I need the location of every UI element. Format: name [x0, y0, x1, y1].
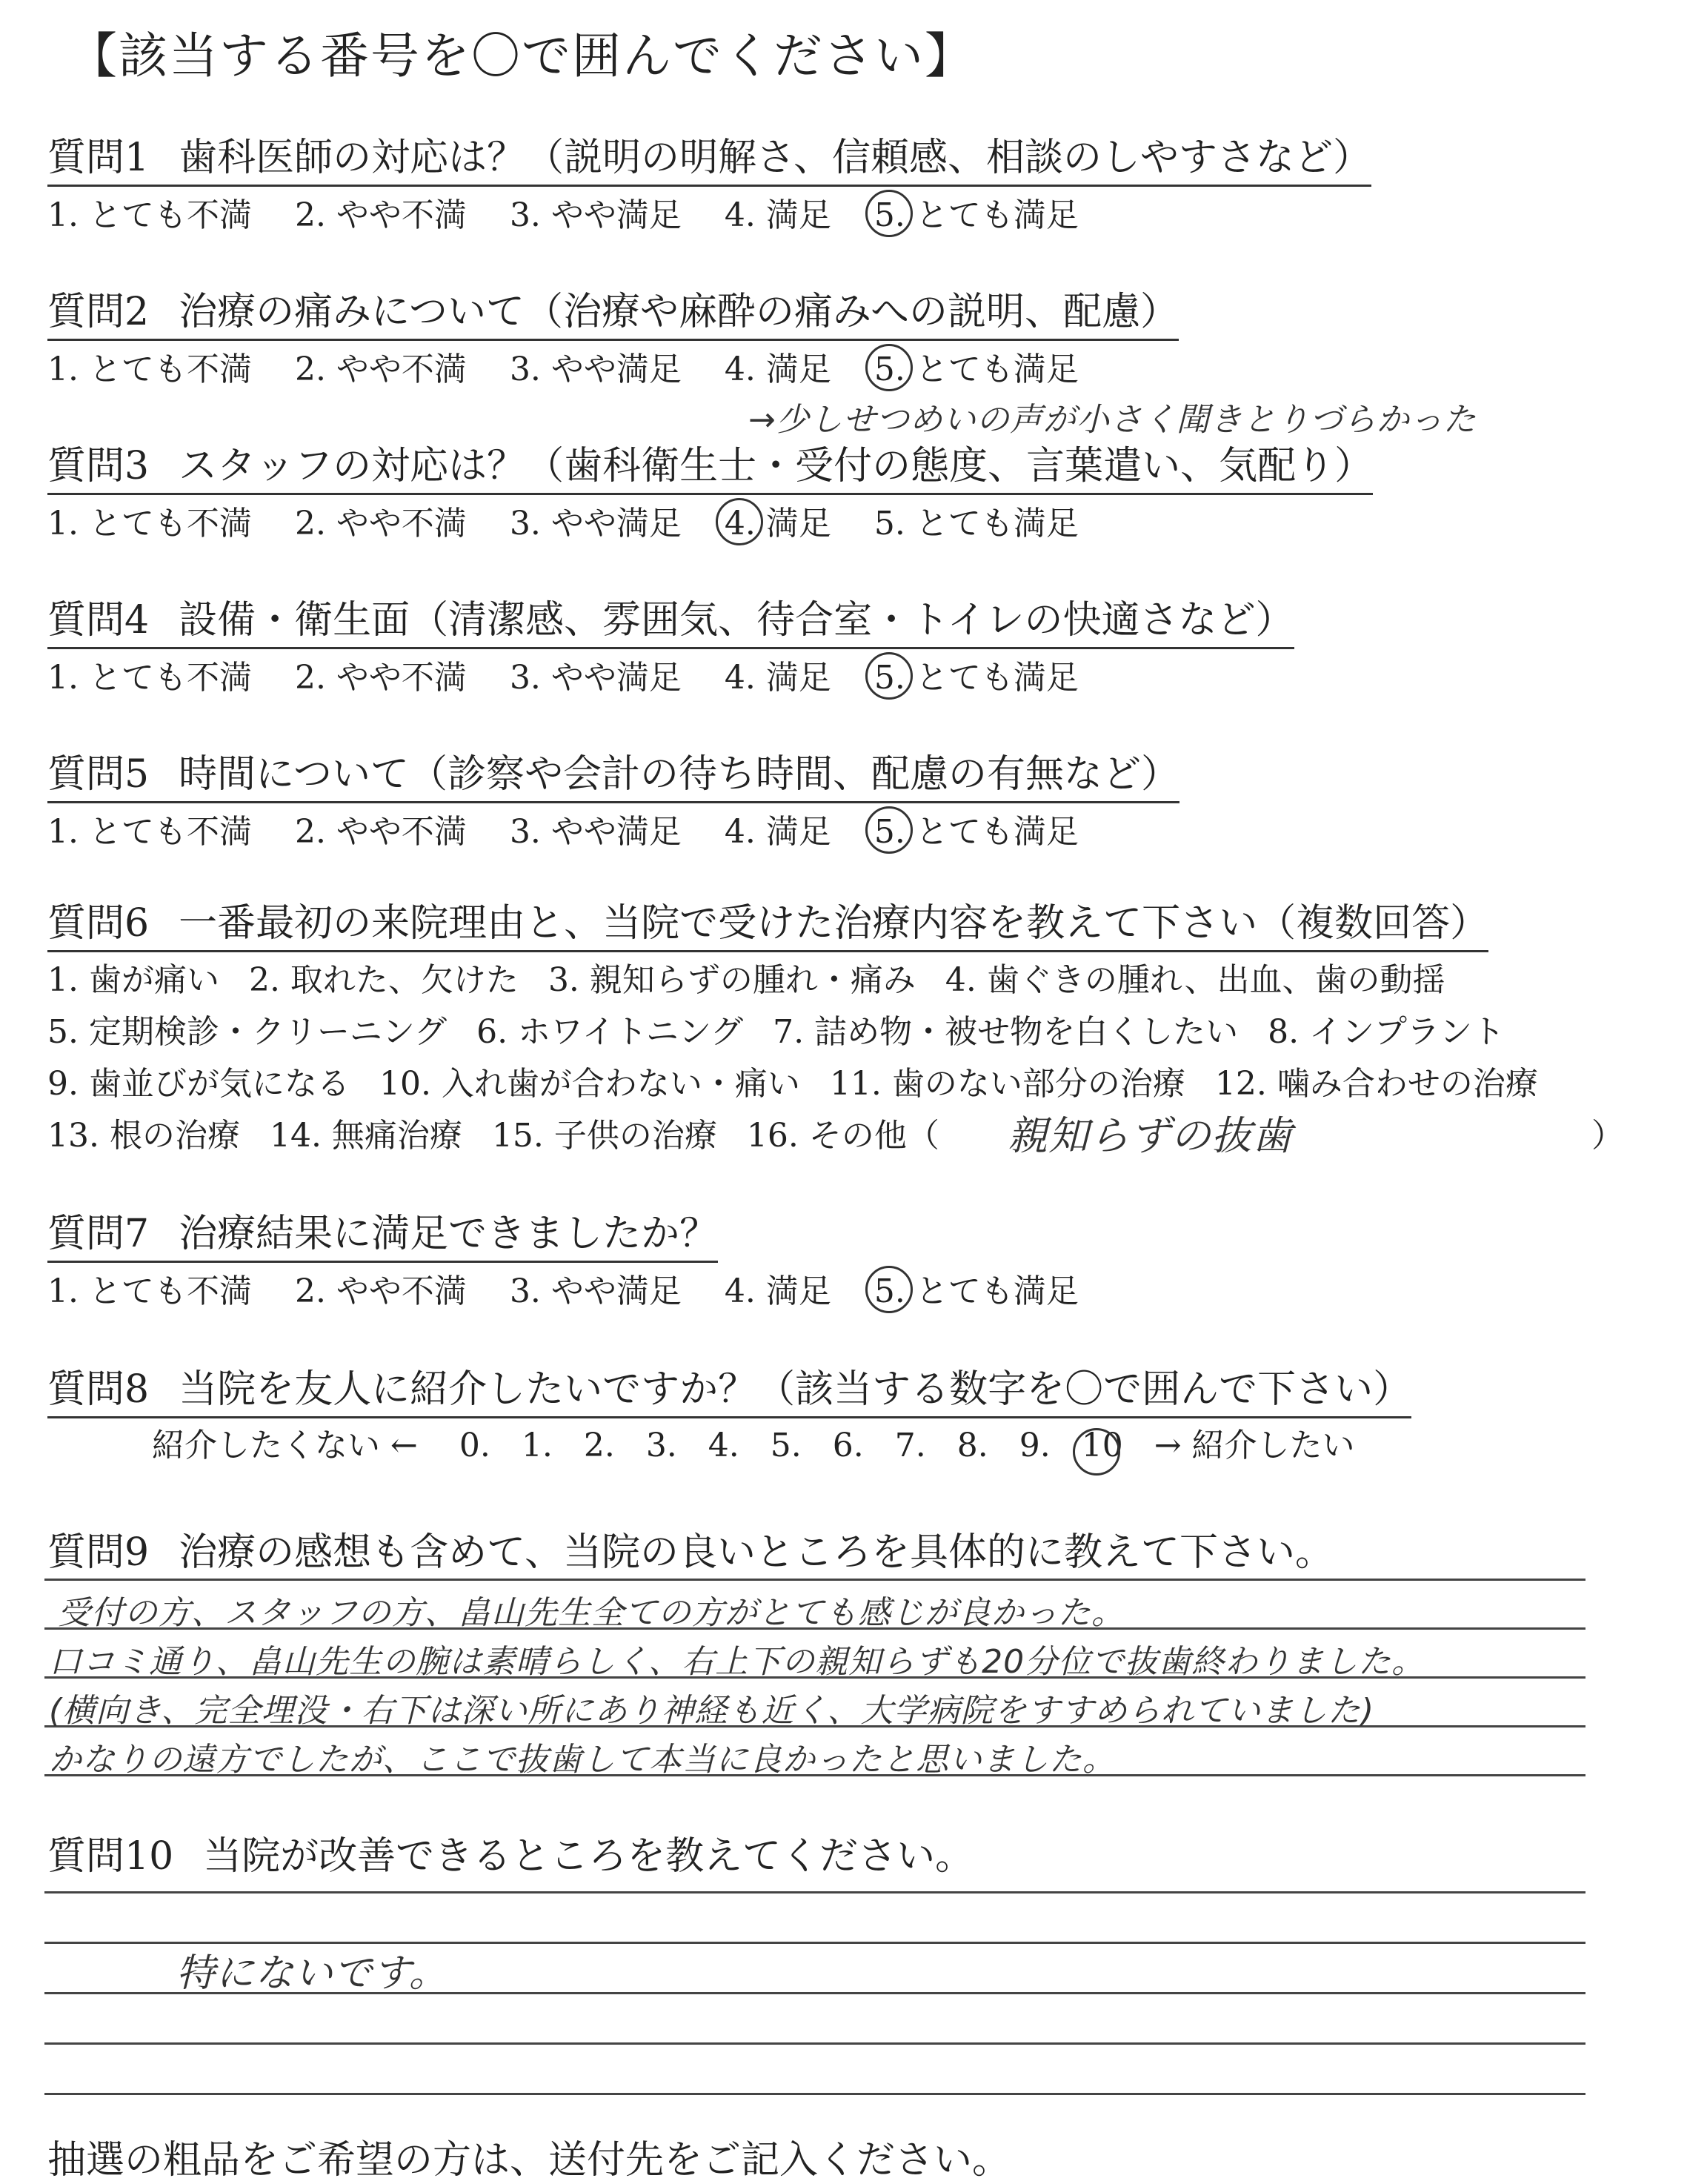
- question-1-text: 歯科医師の対応は？（説明の明解さ、信頼感、相談のしやすさなど）: [179, 136, 1372, 180]
- q9-line: [44, 1579, 1585, 1581]
- q8-scale-value[interactable]: 4.: [708, 1427, 739, 1464]
- question-2-heading: [47, 280, 1179, 341]
- q8-scale-value[interactable]: 5.: [770, 1427, 802, 1464]
- question-10-text: 当院が改善できるところを教えてください。: [203, 1834, 974, 1879]
- question-4-text: 設備・衛生面（清潔感、雰囲気、待合室・トイレの快適さなど）: [179, 598, 1294, 643]
- question-2-options: [47, 342, 1122, 390]
- question-8-text: 当院を友人に紹介したいですか？（該当する数字を〇で囲んで下さい）: [179, 1367, 1412, 1412]
- rating-option[interactable]: 2. やや不満: [294, 813, 467, 851]
- rating-option[interactable]: 2. やや不満: [294, 659, 467, 697]
- q6-option[interactable]: 16. その他（: [746, 1117, 939, 1155]
- q10-line: [44, 2093, 1585, 2095]
- q6-option[interactable]: 1. 歯が痛い: [47, 961, 219, 999]
- q6-option[interactable]: 11. 歯のない部分の治療: [829, 1065, 1185, 1103]
- q6-option[interactable]: 3. 親知らずの腫れ・痛み: [548, 961, 916, 999]
- question-6-number: 質問6: [47, 901, 150, 946]
- rating-option[interactable]: 2. やや不満: [294, 351, 467, 388]
- rating-option[interactable]: 1. とても不満: [47, 659, 252, 697]
- q6-row-1: [47, 953, 1475, 1000]
- rating-option[interactable]: 3. やや満足: [509, 813, 682, 851]
- question-3-heading: [47, 434, 1373, 495]
- rating-option[interactable]: 4. 満足: [725, 497, 831, 544]
- q6-option[interactable]: 2. 取れた、欠けた: [248, 961, 519, 999]
- q8-scale-value[interactable]: 7.: [894, 1427, 926, 1464]
- q8-left-label: 紹介したくない ←: [152, 1427, 418, 1464]
- rating-option[interactable]: 5. とても満足: [874, 805, 1079, 852]
- q6-option[interactable]: 5. 定期検診・クリーニング: [47, 1013, 447, 1051]
- rating-option[interactable]: 4. 満足: [724, 196, 831, 234]
- rating-option[interactable]: 5. とても満足: [874, 651, 1079, 698]
- question-3-text: スタッフの対応は？（歯科衛生士・受付の態度、言葉遣い、気配り）: [179, 444, 1374, 488]
- footer-note: 抽選の粗品をご希望の方は、送付先をご記入ください。: [47, 2138, 1011, 2183]
- rating-option[interactable]: 1. とても不満: [47, 1272, 252, 1310]
- q6-option[interactable]: 9. 歯並びが気になる: [47, 1065, 350, 1103]
- question-7-number: 質問7: [47, 1212, 150, 1256]
- question-7-options: [47, 1264, 1122, 1312]
- question-8-heading: [47, 1358, 1411, 1418]
- question-2-text: 治療の痛みについて（治療や麻酔の痛みへの説明、配慮）: [179, 290, 1179, 334]
- question-10-number: 質問10: [47, 1834, 174, 1879]
- q6-option[interactable]: 10. 入れ歯が合わない・痛い: [379, 1065, 800, 1103]
- question-4-heading: [47, 588, 1294, 649]
- q6-option[interactable]: 4. 歯ぐきの腫れ、出血、歯の動揺: [945, 961, 1445, 999]
- q9-answer-line: 受付の方、スタッフの方、畠山先生全ての方がとても感じが良かった。: [58, 1594, 1125, 1632]
- rating-option[interactable]: 2. やや不満: [294, 196, 467, 234]
- q6-option[interactable]: 13. 根の治療: [47, 1117, 240, 1155]
- rating-option[interactable]: 5. とても満足: [874, 342, 1079, 390]
- rating-option[interactable]: 5. とても満足: [874, 188, 1079, 236]
- question-6-text: 一番最初の来院理由と、当院で受けた治療内容を教えて下さい（複数回答）: [179, 901, 1489, 946]
- q10-answer: 特にないです。: [176, 1951, 448, 1996]
- q6-option[interactable]: 8. インプラント: [1268, 1013, 1505, 1051]
- q6-row-4: [47, 1109, 939, 1156]
- q10-line: [44, 2042, 1585, 2045]
- q8-scale-value[interactable]: 6.: [832, 1427, 864, 1464]
- question-7-heading: [47, 1202, 718, 1263]
- q9-answer-line: (横向き、完全埋没・右下は深い所にあり神経も近く、大学病院をすすめられていました): [49, 1692, 1375, 1730]
- q6-close-paren: ）: [1591, 1117, 1624, 1155]
- q8-scale-value[interactable]: 0.: [459, 1427, 490, 1464]
- rating-option[interactable]: 3. やや満足: [509, 659, 682, 697]
- q6-row-2: [47, 1005, 1534, 1052]
- q8-right-label: → 紹介したい: [1154, 1427, 1355, 1464]
- rating-option[interactable]: 4. 満足: [724, 351, 831, 388]
- rating-option[interactable]: 3. やや満足: [509, 351, 682, 388]
- question-5-text: 時間について（診察や会計の待ち時間、配慮の有無など）: [179, 752, 1180, 797]
- question-1-number: 質問1: [47, 136, 150, 180]
- question-3-number: 質問3: [47, 444, 150, 488]
- q10-line: [44, 1891, 1585, 1893]
- question-8-scale: [152, 1418, 1386, 1466]
- question-9-heading: [47, 1521, 1334, 1579]
- rating-option[interactable]: 3. やや満足: [509, 505, 682, 542]
- question-7-text: 治療結果に満足できましたか？: [179, 1212, 719, 1256]
- q6-option[interactable]: 12. 噛み合わせの治療: [1214, 1065, 1538, 1103]
- question-5-options: [47, 805, 1122, 852]
- question-5-number: 質問5: [47, 752, 150, 797]
- rating-option[interactable]: 5. とても満足: [874, 1264, 1079, 1312]
- question-9-text: 治療の感想も含めて、当院の良いところを具体的に教えて下さい。: [179, 1530, 1334, 1575]
- q6-option[interactable]: 6. ホワイトニング: [476, 1013, 744, 1051]
- question-4-number: 質問4: [47, 598, 150, 643]
- rating-option[interactable]: 2. やや不満: [294, 1272, 467, 1310]
- q9-answer-line: かなりの遠方でしたが、ここで抜歯して本当に良かったと思いました。: [49, 1741, 1116, 1779]
- rating-option[interactable]: 3. やや満足: [509, 1272, 682, 1310]
- question-2-number: 質問2: [47, 290, 150, 334]
- rating-option[interactable]: 1. とても不満: [47, 196, 252, 234]
- q9-answer-line: 口コミ通り、畠山先生の腕は素晴らしく、右上下の親知らずも20分位で抜歯終わりました。: [49, 1643, 1425, 1681]
- question-3-options: [47, 497, 1122, 544]
- question-8-number: 質問8: [47, 1367, 150, 1412]
- rating-option[interactable]: 4. 満足: [724, 659, 831, 697]
- rating-option[interactable]: 2. やや不満: [294, 505, 467, 542]
- question-1-heading: [47, 126, 1371, 187]
- question-9-number: 質問9: [47, 1530, 150, 1575]
- rating-option[interactable]: 3. やや満足: [509, 196, 682, 234]
- q8-scale-value[interactable]: 9.: [1019, 1427, 1051, 1464]
- page-title: 【該当する番号を〇で囲んでください】: [68, 27, 975, 84]
- q6-other-answer: 親知らずの抜歯: [1008, 1112, 1293, 1159]
- q6-option[interactable]: 15. 子供の治療: [491, 1117, 717, 1155]
- q8-scale-value[interactable]: 3.: [645, 1427, 677, 1464]
- q8-scale-value[interactable]: 1.: [521, 1427, 553, 1464]
- rating-option[interactable]: 1. とても不満: [47, 351, 252, 388]
- question-10-heading: [47, 1825, 974, 1883]
- q8-scale-value[interactable]: 10: [1081, 1427, 1123, 1464]
- rating-option[interactable]: 4. 満足: [724, 1272, 831, 1310]
- question-6-heading: [47, 892, 1488, 952]
- question-1-options: [47, 188, 1122, 236]
- q6-row-3: [47, 1057, 1568, 1104]
- question-5-heading: [47, 743, 1179, 803]
- q6-option[interactable]: 14. 無痛治療: [269, 1117, 462, 1155]
- rating-option[interactable]: 5. とても満足: [874, 505, 1079, 542]
- rating-option[interactable]: 1. とても不満: [47, 505, 252, 542]
- rating-option[interactable]: 1. とても不満: [47, 813, 252, 851]
- rating-option[interactable]: 4. 満足: [724, 813, 831, 851]
- q8-scale-value[interactable]: 8.: [956, 1427, 988, 1464]
- q6-option[interactable]: 7. 詰め物・被せ物を白くしたい: [773, 1013, 1239, 1051]
- question-4-options: [47, 651, 1122, 698]
- q8-scale-value[interactable]: 2.: [583, 1427, 615, 1464]
- question-3-handwritten-note: →少しせつめいの声が小さく聞きとりづらかった: [748, 401, 1477, 439]
